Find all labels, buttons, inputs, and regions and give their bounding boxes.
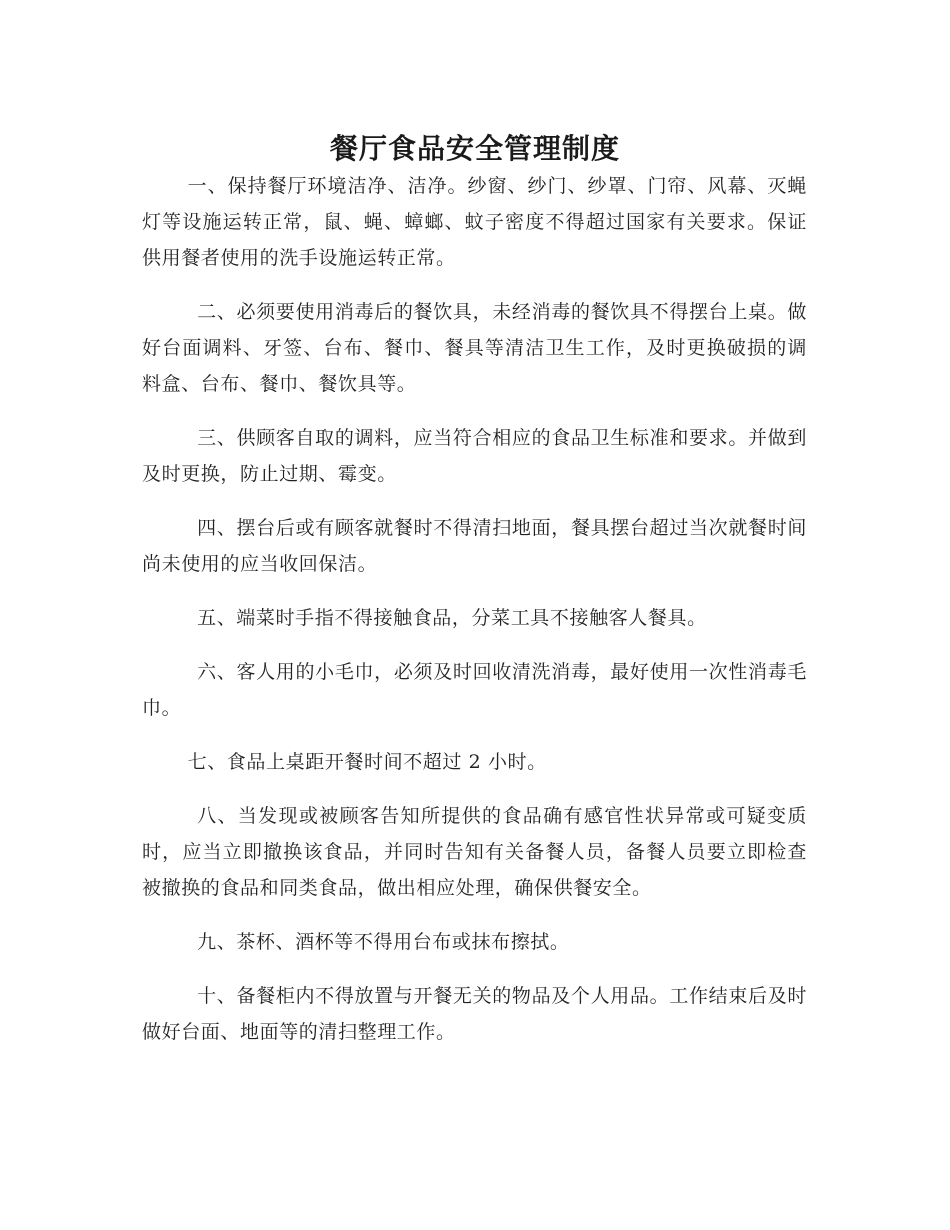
paragraph-2: 二、必须要使用消毒后的餐饮具，未经消毒的餐饮具不得摆台上桌。做好台面调料、牙签、台布、餐巾、餐具等清洁卫生工作，及时更换破损的调料盒、台布、餐巾、餐饮具等。 [142, 301, 807, 395]
paragraph-5: 五、端菜时手指不得接触食品，分菜工具不接触客人餐具。 [197, 607, 707, 629]
paragraph-9: 九、茶杯、酒杯等不得用台布或抹布擦拭。 [197, 931, 570, 953]
paragraph-3: 三、供顾客自取的调料，应当符合相应的食品卫生标准和要求。并做到及时更换，防止过期、霉变。 [142, 427, 807, 485]
document-body [142, 168, 807, 1068]
paragraph-8: 八、当发现或被顾客告知所提供的食品确有感官性状异常或可疑变质时，应当立即撤换该食品，并同时告知有关备餐人员，备餐人员要立即检查被撤换的食品和同类食品，做出相应处理，确保供餐安全。 [142, 805, 807, 899]
paragraph-4: 四、摆台后或有顾客就餐时不得清扫地面，餐具摆台超过当次就餐时间尚未使用的应当收回保洁。 [142, 517, 807, 575]
paragraph-10: 十、备餐柜内不得放置与开餐无关的物品及个人用品。工作结束后及时做好台面、地面等的清扫整理工作。 [142, 985, 807, 1043]
paragraph-6: 六、客人用的小毛巾，必须及时回收清洗消毒，最好使用一次性消毒毛巾。 [142, 661, 807, 719]
paragraph-7: 七、食品上桌距开餐时间不超过 2 小时。 [187, 751, 547, 773]
paragraph-1: 一、保持餐厅环境洁净、洁净。纱窗、纱门、纱罩、门帘、风幕、灭蝇灯等设施运转正常，鼠、蝇、蟑螂、蚊子密度不得超过国家有关要求。保证供用餐者使用的洗手设施运转正常。 [142, 175, 807, 269]
document-title: 餐厅食品安全管理制度 [329, 131, 620, 165]
